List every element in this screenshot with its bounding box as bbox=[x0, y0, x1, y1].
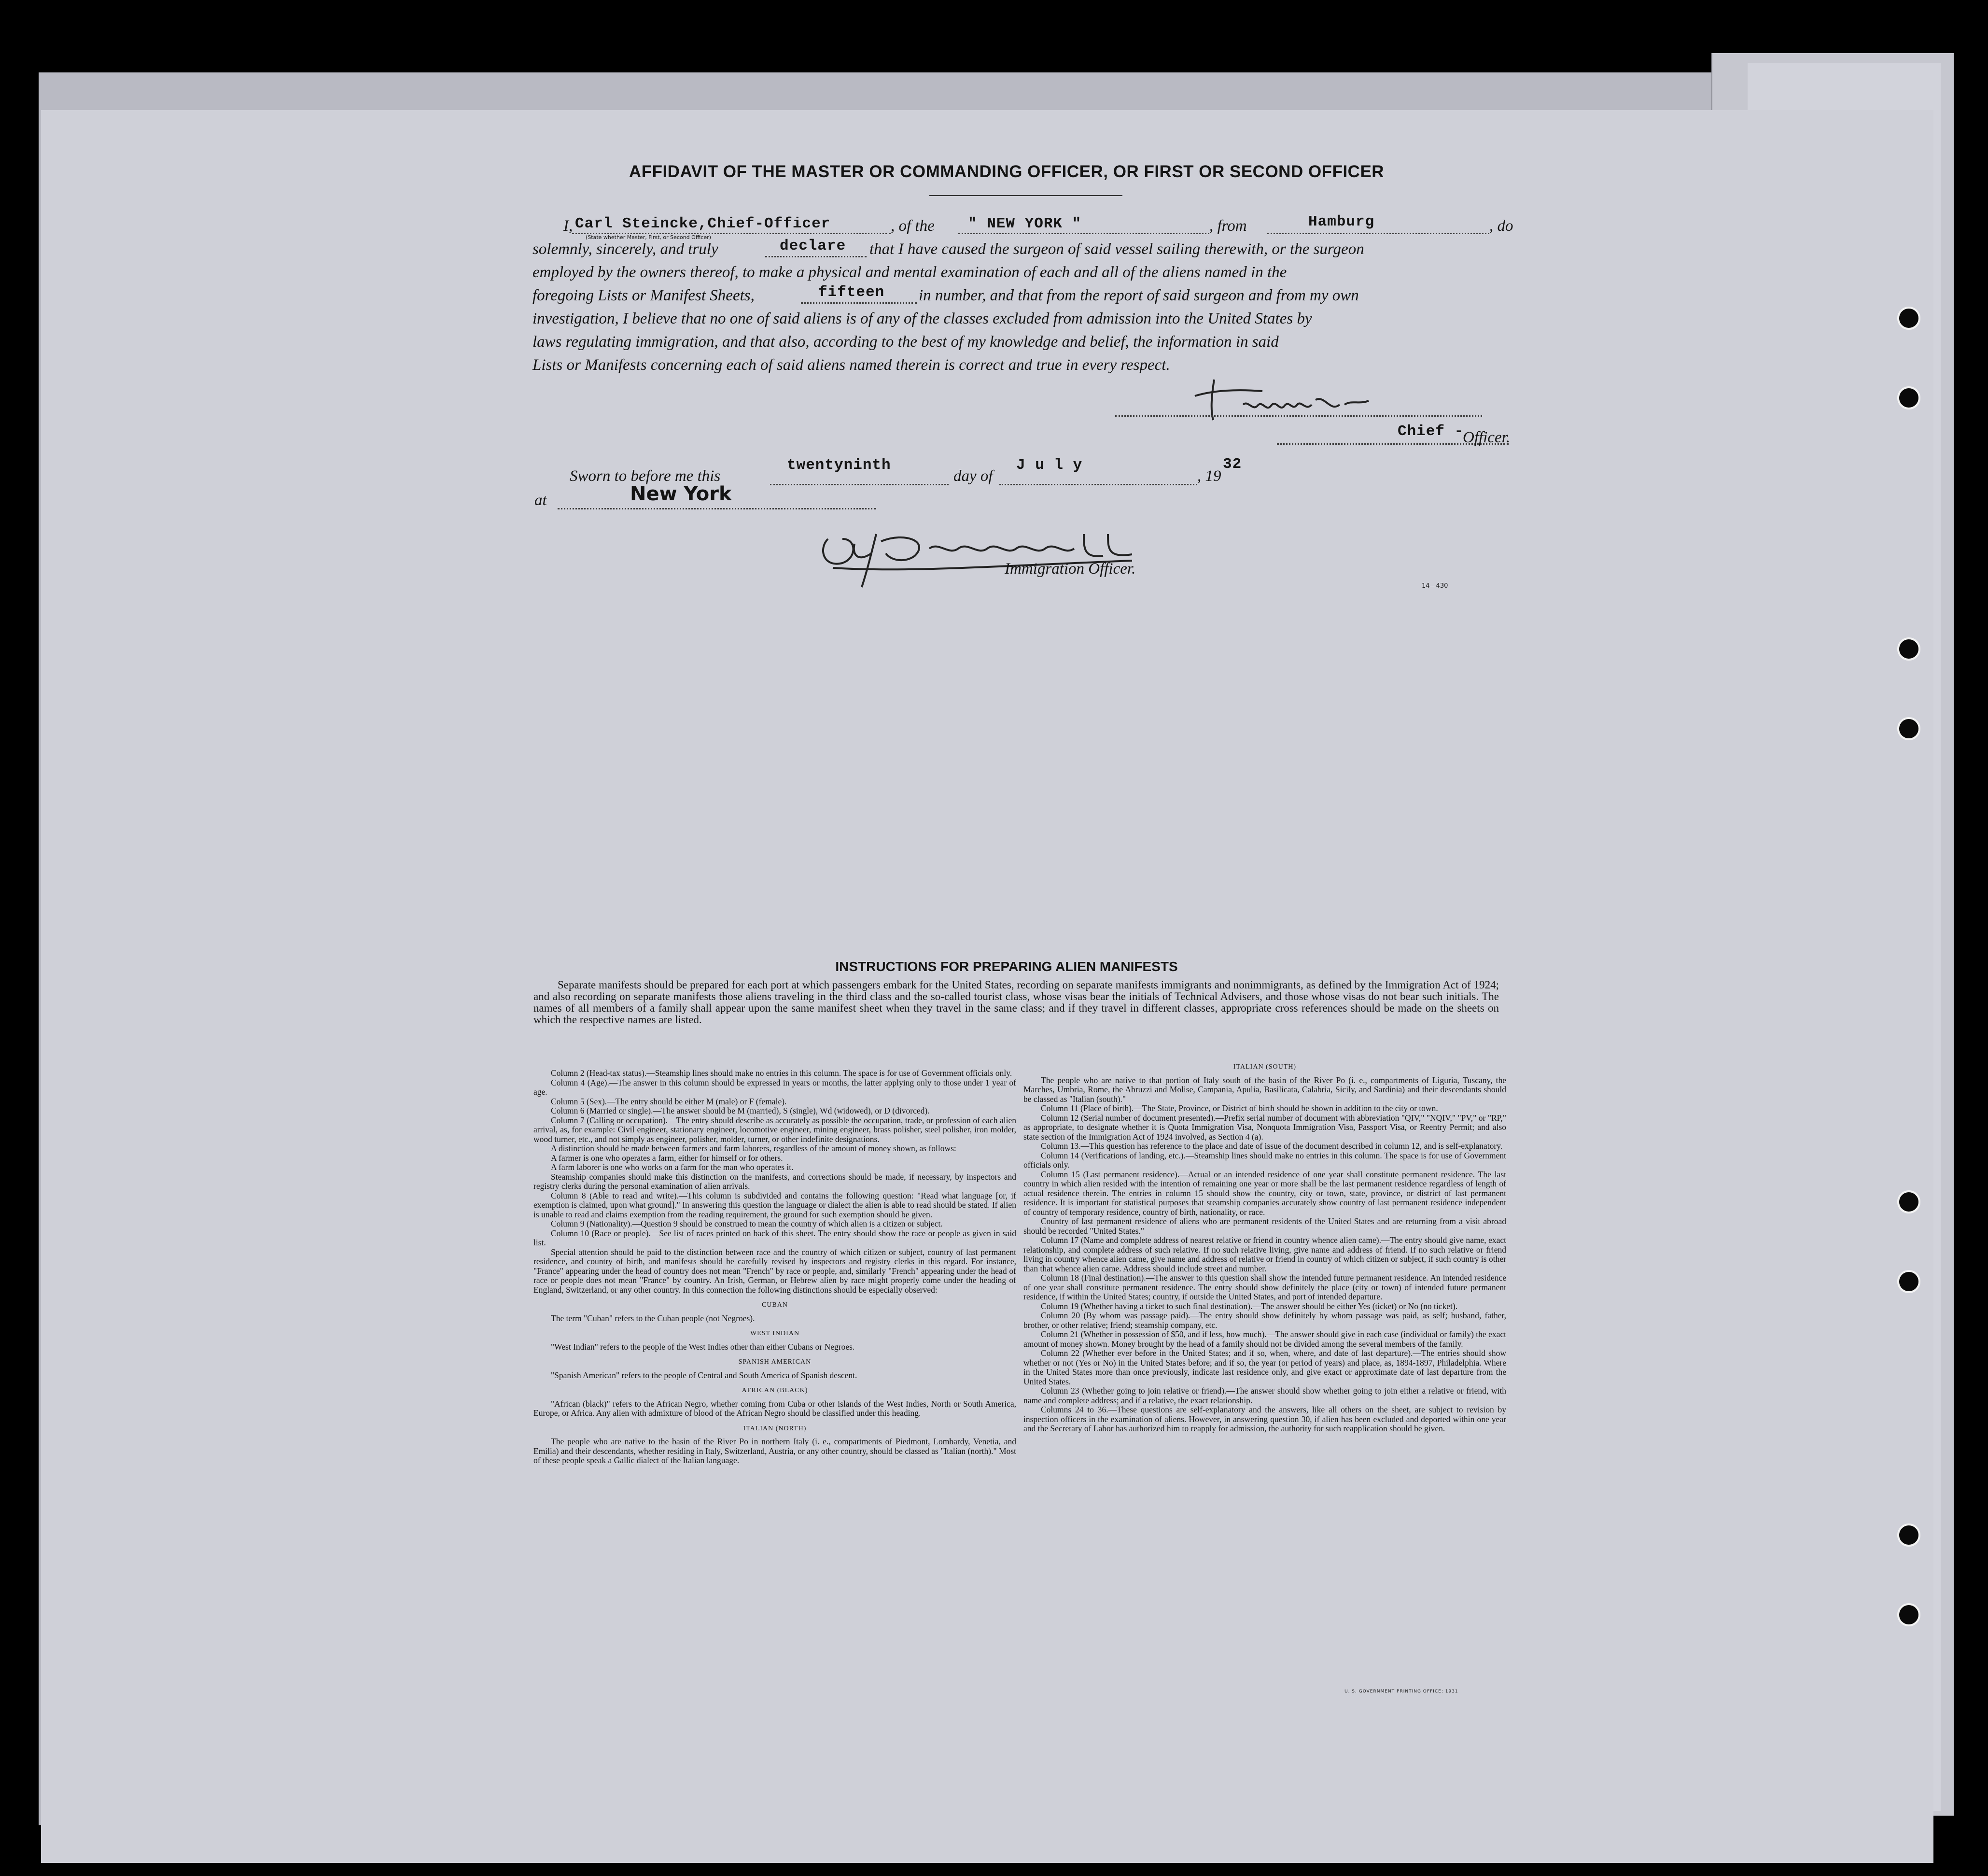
right-para: The people who are native to that portion of Italy south of the basin of the River Po (i. e., compartments of Liguria, Tuscany, the Marches, Umbria, Rome, the Abruzzi and Molise, Campania, Apulia, Basilicata, Calabria, Sicily, and Sardinia) and their descendants should be classed as "Italian (south)." bbox=[1023, 1075, 1506, 1104]
immigration-officer-signature bbox=[813, 515, 1151, 597]
right-para: Columns 24 to 36.—These questions are self-explanatory and the answers, like all others on the sheet, are subject to revision by inspection officers in the examination of aliens. However, in answering question 30, if alien has been excluded and deported within one year and the Secretary of Labor has authorized him to reapply for admission, the authority for such reapplication should be given. bbox=[1023, 1405, 1506, 1433]
at-label: at bbox=[534, 492, 547, 509]
italian-south-heading: ITALIAN (SOUTH) bbox=[1233, 1063, 1297, 1071]
departure-port: Hamburg bbox=[1308, 213, 1375, 230]
binder-hole bbox=[1897, 1270, 1920, 1293]
vessel-line bbox=[958, 233, 1209, 234]
day-of-label: day of bbox=[953, 467, 993, 485]
left-para: Special attention should be paid to the distinction between race and the country of which citizen or subject, country of last permanent residence, and country of birth, and manifests should be carefully revised by inspectors and registry clerks in this regard. For instance, "France" appearing under the head of country does not mean "French" by race or people, and, similarly "French" appearing under the head of race or people does not mean "France" by country. An Irish, German, or Hebrew alien by race might properly come under the heading of England, Switzerland, or any other country. In this connection the following distinctions should be especially observed: bbox=[533, 1247, 1016, 1295]
left-para: A distinction should be made between farmers and farm laborers, regardless of the amount of money shown, as follows: bbox=[551, 1143, 956, 1153]
binder-hole bbox=[1897, 1190, 1920, 1213]
year-suffix: 32 bbox=[1223, 456, 1242, 473]
title-rule bbox=[929, 195, 1122, 196]
form-number: 14—430 bbox=[1422, 582, 1448, 590]
right-para: Column 21 (Whether in possession of $50, and if less, how much).—The answer should give in each case (individual or family) the exact amount of money shown. Money brought by the head of a family should not be divided among the several members of the family. bbox=[1023, 1329, 1506, 1349]
sheets-line bbox=[801, 302, 917, 304]
left-para: Column 5 (Sex).—The entry should be either M (male) or F (female). bbox=[551, 1096, 787, 1106]
right-para: Column 17 (Name and complete address of nearest relative or friend in country whence alien came).—The entry should give name, exact relationship, and complete address of such relative. If no such relative living, give name and address of friend. If no such relative or friend living in country whence alien came, give name and address of relative or friend in country of which citizen or subject, if such country is other than that whence alien came. Address should include street and number. bbox=[1023, 1235, 1506, 1273]
master-signature bbox=[1185, 371, 1475, 429]
declare-word: declare bbox=[780, 238, 846, 254]
italian-north-text: The people who are native to the basin of the River Po in northern Italy (i. e., compartments of Piedmont, Lombardy, Venetia, and Emilia) and their descendants, whether residing in Italy, Switzerland, Austria, or any other country, should be classed as "Italian (north)." Most of these people speak a Gallic dialect of the Italian language. bbox=[533, 1437, 1016, 1465]
binder-hole bbox=[1897, 717, 1920, 740]
sworn-place: New York bbox=[630, 483, 732, 505]
solemnly-text: solemnly, sincerely, and truly bbox=[532, 240, 718, 258]
printing-office-note: U. S. GOVERNMENT PRINTING OFFICE: 1931 bbox=[1344, 1689, 1458, 1694]
right-para: Column 22 (Whether ever before in the United States; and if so, when, where, and date of last departure).—The entries should show whether or not (Yes or No) in the United States before; and if so, the year (or period of years) and place, as, 1894-1897, Philadelphia. Where in the United States more than once previously, indicate last residence only, and give exact or approximate date of last departure from the United States. bbox=[1023, 1348, 1506, 1386]
right-para: Column 18 (Final destination).—The answer to this question shall show the intended future permanent residence. An intended residence of one year shall constitute permanent residence. The entry should show definitely the place (city or town) of intended future permanent residence, if within the United States; country, if outside the United States, and port of intended departure. bbox=[1023, 1273, 1506, 1301]
west-indian-heading: WEST INDIAN bbox=[750, 1330, 800, 1337]
binder-hole bbox=[1897, 307, 1920, 330]
sworn-month: J u l y bbox=[1016, 457, 1083, 474]
left-para: Column 8 (Able to read and write).—This column is subdivided and contains the following question: "Read what language [or, if exemption is claimed, upon what ground]." In answering this question the language or dialect the alien is able to read should be stated. If alien is unable to read and claims exemption from the reading requirement, the ground for such exemption should be given. bbox=[533, 1190, 1016, 1219]
binder-hole bbox=[1897, 386, 1920, 409]
sworn-day-line bbox=[770, 484, 949, 485]
african-heading: AFRICAN (BLACK) bbox=[742, 1387, 808, 1394]
line2-text: that I have caused the surgeon of said vessel sailing therewith, or the surgeon bbox=[869, 240, 1364, 258]
of-the-label: , of the bbox=[891, 217, 935, 235]
left-para: Column 4 (Age).—The answer in this column should be expressed in years or months, the latter applying only to those under 1 year of age. bbox=[533, 1077, 1016, 1097]
sheets-count: fifteen bbox=[818, 284, 885, 301]
do-label: , do bbox=[1489, 217, 1513, 235]
port-line bbox=[1267, 233, 1489, 234]
affidavit-title: AFFIDAVIT OF THE MASTER OR COMMANDING OFFICER, OR FIRST OR SECOND OFFICER bbox=[629, 162, 1385, 181]
year-prefix: , 19 bbox=[1197, 467, 1221, 485]
left-para: Steamship companies should make this distinction on the manifests, and corrections should be made, if necessary, by inspectors and registry clerks during the personal examination of alien arrivals. bbox=[533, 1171, 1016, 1191]
left-para: Column 9 (Nationality).—Question 9 should be construed to mean the country of which alien is a citizen or subject. bbox=[551, 1219, 943, 1228]
right-para: Country of last permanent residence of aliens who are permanent residents of the United States and are returning from a visit abroad should be recorded "United States." bbox=[1023, 1216, 1506, 1236]
instructions-intro: Separate manifests should be prepared for each port at which passengers embark for the United States, recording on separate manifests immigrants and nonimmigrants, as defined by the Immigration Act of 1924; and also recording on separate manifests those aliens traveling in the third class and the so-called tourist class, whose visas bear the initials of Technical Advisers, and those whose visas do not bear such initials. The names of all members of a family shall appear upon the same manifest sheet when they travel in the same class; and if they travel in different classes, appropriate cross references should be made on the sheets on which the respective names are listed. bbox=[533, 979, 1499, 1026]
from-label: , from bbox=[1209, 217, 1247, 235]
immigration-officer-label: Immigration Officer. bbox=[1005, 560, 1136, 578]
line4-pre: foregoing Lists or Manifest Sheets, bbox=[532, 287, 755, 304]
left-para: Column 10 (Race or people).—See list of races printed on back of this sheet. The entry should show the race or people as given in said list. bbox=[533, 1228, 1016, 1247]
left-para: A farm laborer is one who works on a farm for the man who operates it. bbox=[551, 1162, 794, 1172]
left-para: A farmer is one who operates a farm, either for himself or for others. bbox=[551, 1153, 783, 1163]
instructions-title: INSTRUCTIONS FOR PREPARING ALIEN MANIFESTS bbox=[835, 959, 1178, 974]
line4-post: in number, and that from the report of said surgeon and from my own bbox=[919, 287, 1359, 304]
line5-text: investigation, I believe that no one of said aliens is of any of the classes excluded from admission into the United States by bbox=[532, 310, 1312, 327]
sworn-month-line bbox=[999, 484, 1197, 485]
right-para: Column 14 (Verifications of landing, etc.).—Steamship lines should make no entries in this column. The space is for use of Government officials only. bbox=[1023, 1150, 1506, 1170]
line6-text: laws regulating immigration, and that also, according to the best of my knowledge and belief, the information in said bbox=[532, 333, 1279, 351]
line3-text: employed by the owners thereof, to make a physical and mental examination of each and all of the aliens named in the bbox=[532, 264, 1287, 281]
instructions-left-column bbox=[533, 1069, 1016, 1466]
italian-north-heading: ITALIAN (NORTH) bbox=[743, 1425, 807, 1432]
spanish-american-heading: SPANISH AMERICAN bbox=[738, 1358, 812, 1366]
manifest-page bbox=[41, 110, 1933, 1863]
right-para: Column 13.—This question has reference to the place and date of issue of the document described in column 12, and is self-explanatory. bbox=[1041, 1141, 1503, 1151]
cuban-heading: CUBAN bbox=[761, 1301, 788, 1309]
instructions-right-column bbox=[1023, 1057, 1506, 1434]
pre-name: I, bbox=[563, 217, 573, 235]
binder-hole bbox=[1897, 637, 1920, 661]
african-text: "African (black)" refers to the African Negro, whether coming from Cuba or other islands of the West Indies, North or South America, Europe, or Africa. Any alien with admixture of blood of the African Negro should be classified under this heading. bbox=[533, 1398, 1016, 1418]
binder-hole bbox=[1897, 1523, 1920, 1547]
officer-label: Officer. bbox=[1463, 429, 1511, 446]
sworn-place-line bbox=[558, 508, 876, 509]
right-para: Column 11 (Place of birth).—The State, Province, or District of birth should be shown in addition to the city or town. bbox=[1041, 1103, 1438, 1113]
rank-typed: Chief - bbox=[1398, 423, 1464, 440]
binder-hole bbox=[1897, 1603, 1920, 1626]
right-para: Column 20 (By whom was passage paid).—The entry should show definitely by whom passage was paid, as self; husband, father, brother, or other relative; friend; steamship company, etc. bbox=[1023, 1311, 1506, 1330]
right-para: Column 23 (Whether going to join relative or friend).—The answer should show whether going to join either a relative or friend, with name and complete address; and if a relative, the exact relationship. bbox=[1023, 1386, 1506, 1405]
right-para: Column 19 (Whether having a ticket to such final destination).—The answer should be either Yes (ticket) or No (no ticket). bbox=[1041, 1301, 1458, 1311]
cuban-text: The term "Cuban" refers to the Cuban people (not Negroes). bbox=[551, 1313, 755, 1323]
officer-name-caption: (State whether Master, First, or Second Officer) bbox=[586, 234, 712, 240]
left-para: Column 7 (Calling or occupation).—The entry should describe as accurately as possible the occupation, trade, or profession of each alien arrival, as, for example: Civil engineer, stationary engineer, locomotive engineer, mining engineer, brass polisher, steel polisher, iron molder, wood turner, etc., and not simply as engineer, polisher, molder, turner, or other indefinite designations. bbox=[533, 1115, 1016, 1144]
vessel-name: " NEW YORK " bbox=[968, 215, 1082, 232]
sworn-text: Sworn to before me this bbox=[570, 467, 721, 485]
left-para: Column 6 (Married or single).—The answer should be M (married), S (single), Wd (widowed), or D (divorced). bbox=[551, 1106, 930, 1115]
left-para: Column 2 (Head-tax status).—Steamship lines should make no entries in this column. The space is for use of Government officials only. bbox=[551, 1068, 1012, 1078]
officer-name: Carl Steincke,Chief-Officer bbox=[575, 215, 831, 232]
right-para: Column 15 (Last permanent residence).—Actual or an intended residence of one year shall constitute permanent residence. The last country in which alien resided with the intention of remaining one year or more shall be the last permanent residence regardless of length of actual residence therein. The entries in column 15 should show the country, city or town, state, province, or district of last permanent residence. It is important for statistical purposes that steamship companies accurately show country of last permanent residence independent of country of temporary residence, country of birth, nationality, or race. bbox=[1023, 1169, 1506, 1217]
west-indian-text: "West Indian" refers to the people of the West Indies other than either Cubans or Negroes. bbox=[551, 1341, 855, 1352]
sworn-day: twentyninth bbox=[787, 457, 891, 474]
spanish-american-text: "Spanish American" refers to the people of Central and South America of Spanish descent. bbox=[551, 1370, 857, 1380]
declare-line bbox=[765, 256, 867, 257]
line7-text: Lists or Manifests concerning each of said aliens named therein is correct and true in every respect. bbox=[532, 356, 1170, 374]
master-signature-line bbox=[1115, 415, 1482, 417]
right-para: Column 12 (Serial number of document presented).—Prefix serial number of document with abbreviation "QIV," "NQIV," "PV," or "RP," as appropriate, to designate whether it is Quota Immigration Visa, Nonquota Immigration Visa, Passport Visa, or Reentry Permit; and also state section of the Immigration Act of 1924 involved, as Section 4 (a). bbox=[1023, 1113, 1506, 1142]
